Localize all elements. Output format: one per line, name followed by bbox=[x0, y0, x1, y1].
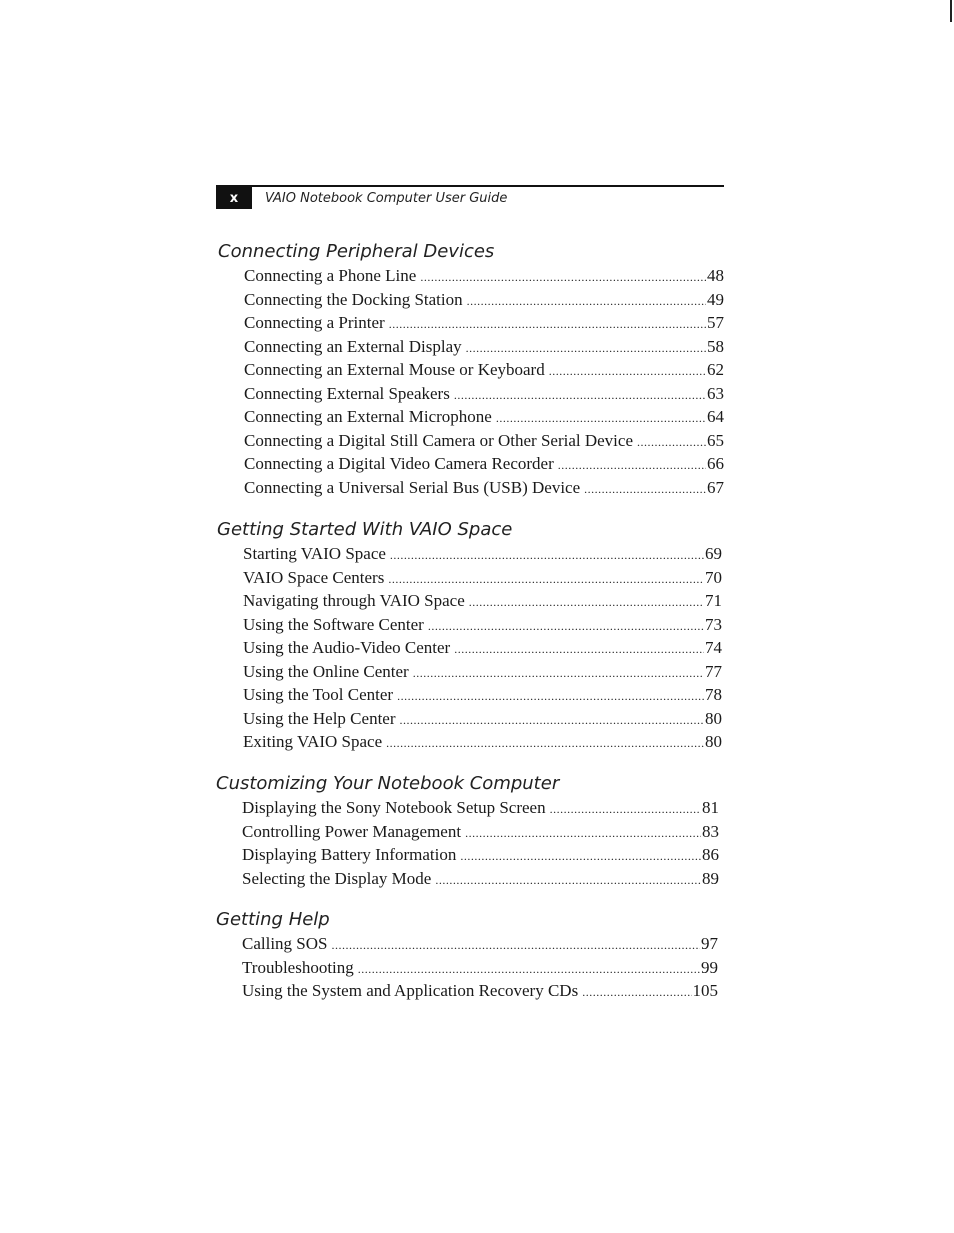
section-title: Getting Help bbox=[216, 909, 330, 930]
dot-leader bbox=[413, 662, 704, 686]
toc-entry-page: 74 bbox=[705, 638, 722, 657]
toc-entry bbox=[244, 311, 724, 335]
toc-entry-label: Using the Software Center bbox=[243, 614, 424, 634]
toc-entry bbox=[244, 335, 724, 359]
toc-entry-list bbox=[244, 264, 724, 499]
dot-leader bbox=[454, 384, 706, 408]
toc-entry bbox=[243, 589, 722, 613]
dot-leader bbox=[397, 685, 704, 709]
toc-entry-page: 99 bbox=[701, 957, 718, 977]
toc-entry-page: 63 bbox=[707, 383, 724, 403]
toc-entry-label: Using the System and Application Recovery CDs bbox=[242, 981, 579, 1000]
toc-entry bbox=[244, 405, 724, 429]
toc-entry-page: 105 bbox=[692, 981, 718, 1000]
toc-entry-page: 77 bbox=[705, 661, 722, 681]
dot-leader bbox=[390, 544, 704, 568]
toc-entry bbox=[244, 452, 724, 476]
toc-entry-label: Controlling Power Management bbox=[242, 821, 462, 841]
toc-entry-label: Connecting a Universal Serial Bus (USB) Device bbox=[244, 477, 581, 497]
toc-entry-page: 69 bbox=[705, 544, 722, 563]
toc-entry-label: Displaying the Sony Notebook Setup Screen bbox=[242, 798, 546, 817]
toc-entry-page: 73 bbox=[705, 614, 722, 634]
toc-entry-label: Navigating through VAIO Space bbox=[243, 591, 465, 610]
toc-entry-page: 81 bbox=[702, 798, 719, 817]
toc-entry-page: 65 bbox=[707, 430, 724, 450]
dot-leader bbox=[386, 732, 704, 756]
dot-leader bbox=[420, 266, 706, 290]
toc-entry bbox=[242, 843, 719, 867]
toc-entry-list bbox=[242, 796, 719, 890]
toc-entry-list bbox=[243, 542, 722, 754]
toc-entry-label: Connecting an External Microphone bbox=[244, 407, 492, 426]
dot-leader bbox=[467, 290, 706, 314]
toc-entry-page: 67 bbox=[707, 477, 724, 497]
toc-entry-label: Connecting an External Mouse or Keyboard bbox=[244, 360, 545, 379]
toc-entry bbox=[244, 264, 724, 288]
toc-entry-label: Exiting VAIO Space bbox=[243, 732, 383, 751]
toc-entry-label: Using the Help Center bbox=[243, 708, 396, 728]
running-title: VAIO Notebook Computer User Guide bbox=[265, 191, 508, 206]
toc-entry bbox=[243, 683, 722, 707]
dot-leader bbox=[428, 615, 704, 639]
toc-entry bbox=[243, 730, 722, 754]
section-title: Connecting Peripheral Devices bbox=[218, 241, 495, 262]
toc-entry-page: 86 bbox=[702, 845, 719, 864]
toc-entry bbox=[242, 979, 718, 1003]
dot-leader bbox=[584, 478, 706, 502]
toc-entry-label: Connecting an External Display bbox=[244, 336, 462, 356]
toc-entry-label: Displaying Battery Information bbox=[242, 845, 457, 864]
toc-entry bbox=[243, 660, 722, 684]
toc-entry-page: 89 bbox=[702, 868, 719, 888]
toc-entry-page: 48 bbox=[707, 266, 724, 285]
toc-entry-label: Troubleshooting bbox=[242, 957, 354, 977]
toc-entry-label: Using the Tool Center bbox=[243, 685, 394, 704]
scan-edge-mark bbox=[950, 0, 952, 22]
toc-entry-label: Calling SOS bbox=[242, 934, 328, 953]
toc-entry-label: Selecting the Display Mode bbox=[242, 868, 432, 888]
toc-entry-page: 57 bbox=[707, 313, 724, 332]
toc-entry bbox=[244, 288, 724, 312]
toc-entry-page: 62 bbox=[707, 360, 724, 379]
dot-leader bbox=[549, 360, 706, 384]
toc-entry-label: VAIO Space Centers bbox=[243, 567, 385, 587]
page-header bbox=[216, 185, 724, 209]
toc-entry-page: 97 bbox=[701, 934, 718, 953]
toc-entry bbox=[244, 382, 724, 406]
toc-section-connecting-peripheral-devices bbox=[218, 240, 724, 499]
toc-entry bbox=[244, 358, 724, 382]
toc-section-customizing-your-notebook-computer bbox=[216, 772, 719, 890]
toc-entry-page: 83 bbox=[702, 821, 719, 841]
toc-entry bbox=[243, 636, 722, 660]
toc-entry-label: Connecting the Docking Station bbox=[244, 289, 463, 309]
toc-section-getting-started-with-vaio-space bbox=[217, 518, 722, 754]
toc-entry bbox=[243, 613, 722, 637]
toc-section-getting-help bbox=[216, 908, 718, 1003]
toc-entry bbox=[242, 932, 718, 956]
toc-entry bbox=[243, 707, 722, 731]
toc-entry-label: Starting VAIO Space bbox=[243, 544, 386, 563]
toc-entry bbox=[242, 796, 719, 820]
dot-leader bbox=[400, 709, 705, 733]
toc-entry-page: 78 bbox=[705, 685, 722, 704]
dot-leader bbox=[469, 591, 704, 615]
toc-entry-page: 64 bbox=[707, 407, 724, 426]
section-title: Getting Started With VAIO Space bbox=[217, 519, 513, 540]
toc-entry bbox=[243, 566, 722, 590]
header-rule bbox=[216, 185, 724, 187]
section-title: Customizing Your Notebook Computer bbox=[216, 773, 560, 794]
toc-entry-label: Connecting External Speakers bbox=[244, 383, 450, 403]
dot-leader bbox=[582, 981, 691, 1005]
toc-entry-label: Connecting a Digital Still Camera or Other Serial Device bbox=[244, 430, 633, 450]
dot-leader bbox=[454, 638, 704, 662]
dot-leader bbox=[435, 869, 701, 893]
dot-leader bbox=[558, 454, 706, 478]
dot-leader bbox=[460, 845, 701, 869]
dot-leader bbox=[389, 313, 706, 337]
toc-entry-page: 70 bbox=[705, 567, 722, 587]
toc-entry-page: 80 bbox=[705, 732, 722, 751]
toc-entry-page: 66 bbox=[707, 454, 724, 473]
toc-entry bbox=[242, 956, 718, 980]
toc-entry-page: 58 bbox=[707, 336, 724, 356]
dot-leader bbox=[496, 407, 706, 431]
toc-entry bbox=[244, 429, 724, 453]
dot-leader bbox=[466, 337, 706, 361]
toc-entry-page: 71 bbox=[705, 591, 722, 610]
toc-entry bbox=[244, 476, 724, 500]
dot-leader bbox=[388, 568, 704, 592]
toc-entry bbox=[242, 867, 719, 891]
toc-entry-label: Connecting a Phone Line bbox=[244, 266, 417, 285]
toc-entry-list bbox=[242, 932, 718, 1003]
toc-entry-page: 49 bbox=[707, 289, 724, 309]
toc-entry-label: Connecting a Printer bbox=[244, 313, 385, 332]
dot-leader bbox=[358, 958, 700, 982]
dot-leader bbox=[550, 798, 701, 822]
dot-leader bbox=[332, 934, 701, 958]
toc-entry bbox=[242, 820, 719, 844]
dot-leader bbox=[637, 431, 706, 455]
toc-entry-page: 80 bbox=[705, 708, 722, 728]
toc-entry bbox=[243, 542, 722, 566]
dot-leader bbox=[465, 822, 701, 846]
page-number-box bbox=[216, 187, 252, 209]
toc-entry-label: Connecting a Digital Video Camera Recorder bbox=[244, 454, 554, 473]
page-number: x bbox=[229, 190, 239, 206]
toc-entry-label: Using the Audio-Video Center bbox=[243, 638, 451, 657]
toc-entry-label: Using the Online Center bbox=[243, 661, 409, 681]
